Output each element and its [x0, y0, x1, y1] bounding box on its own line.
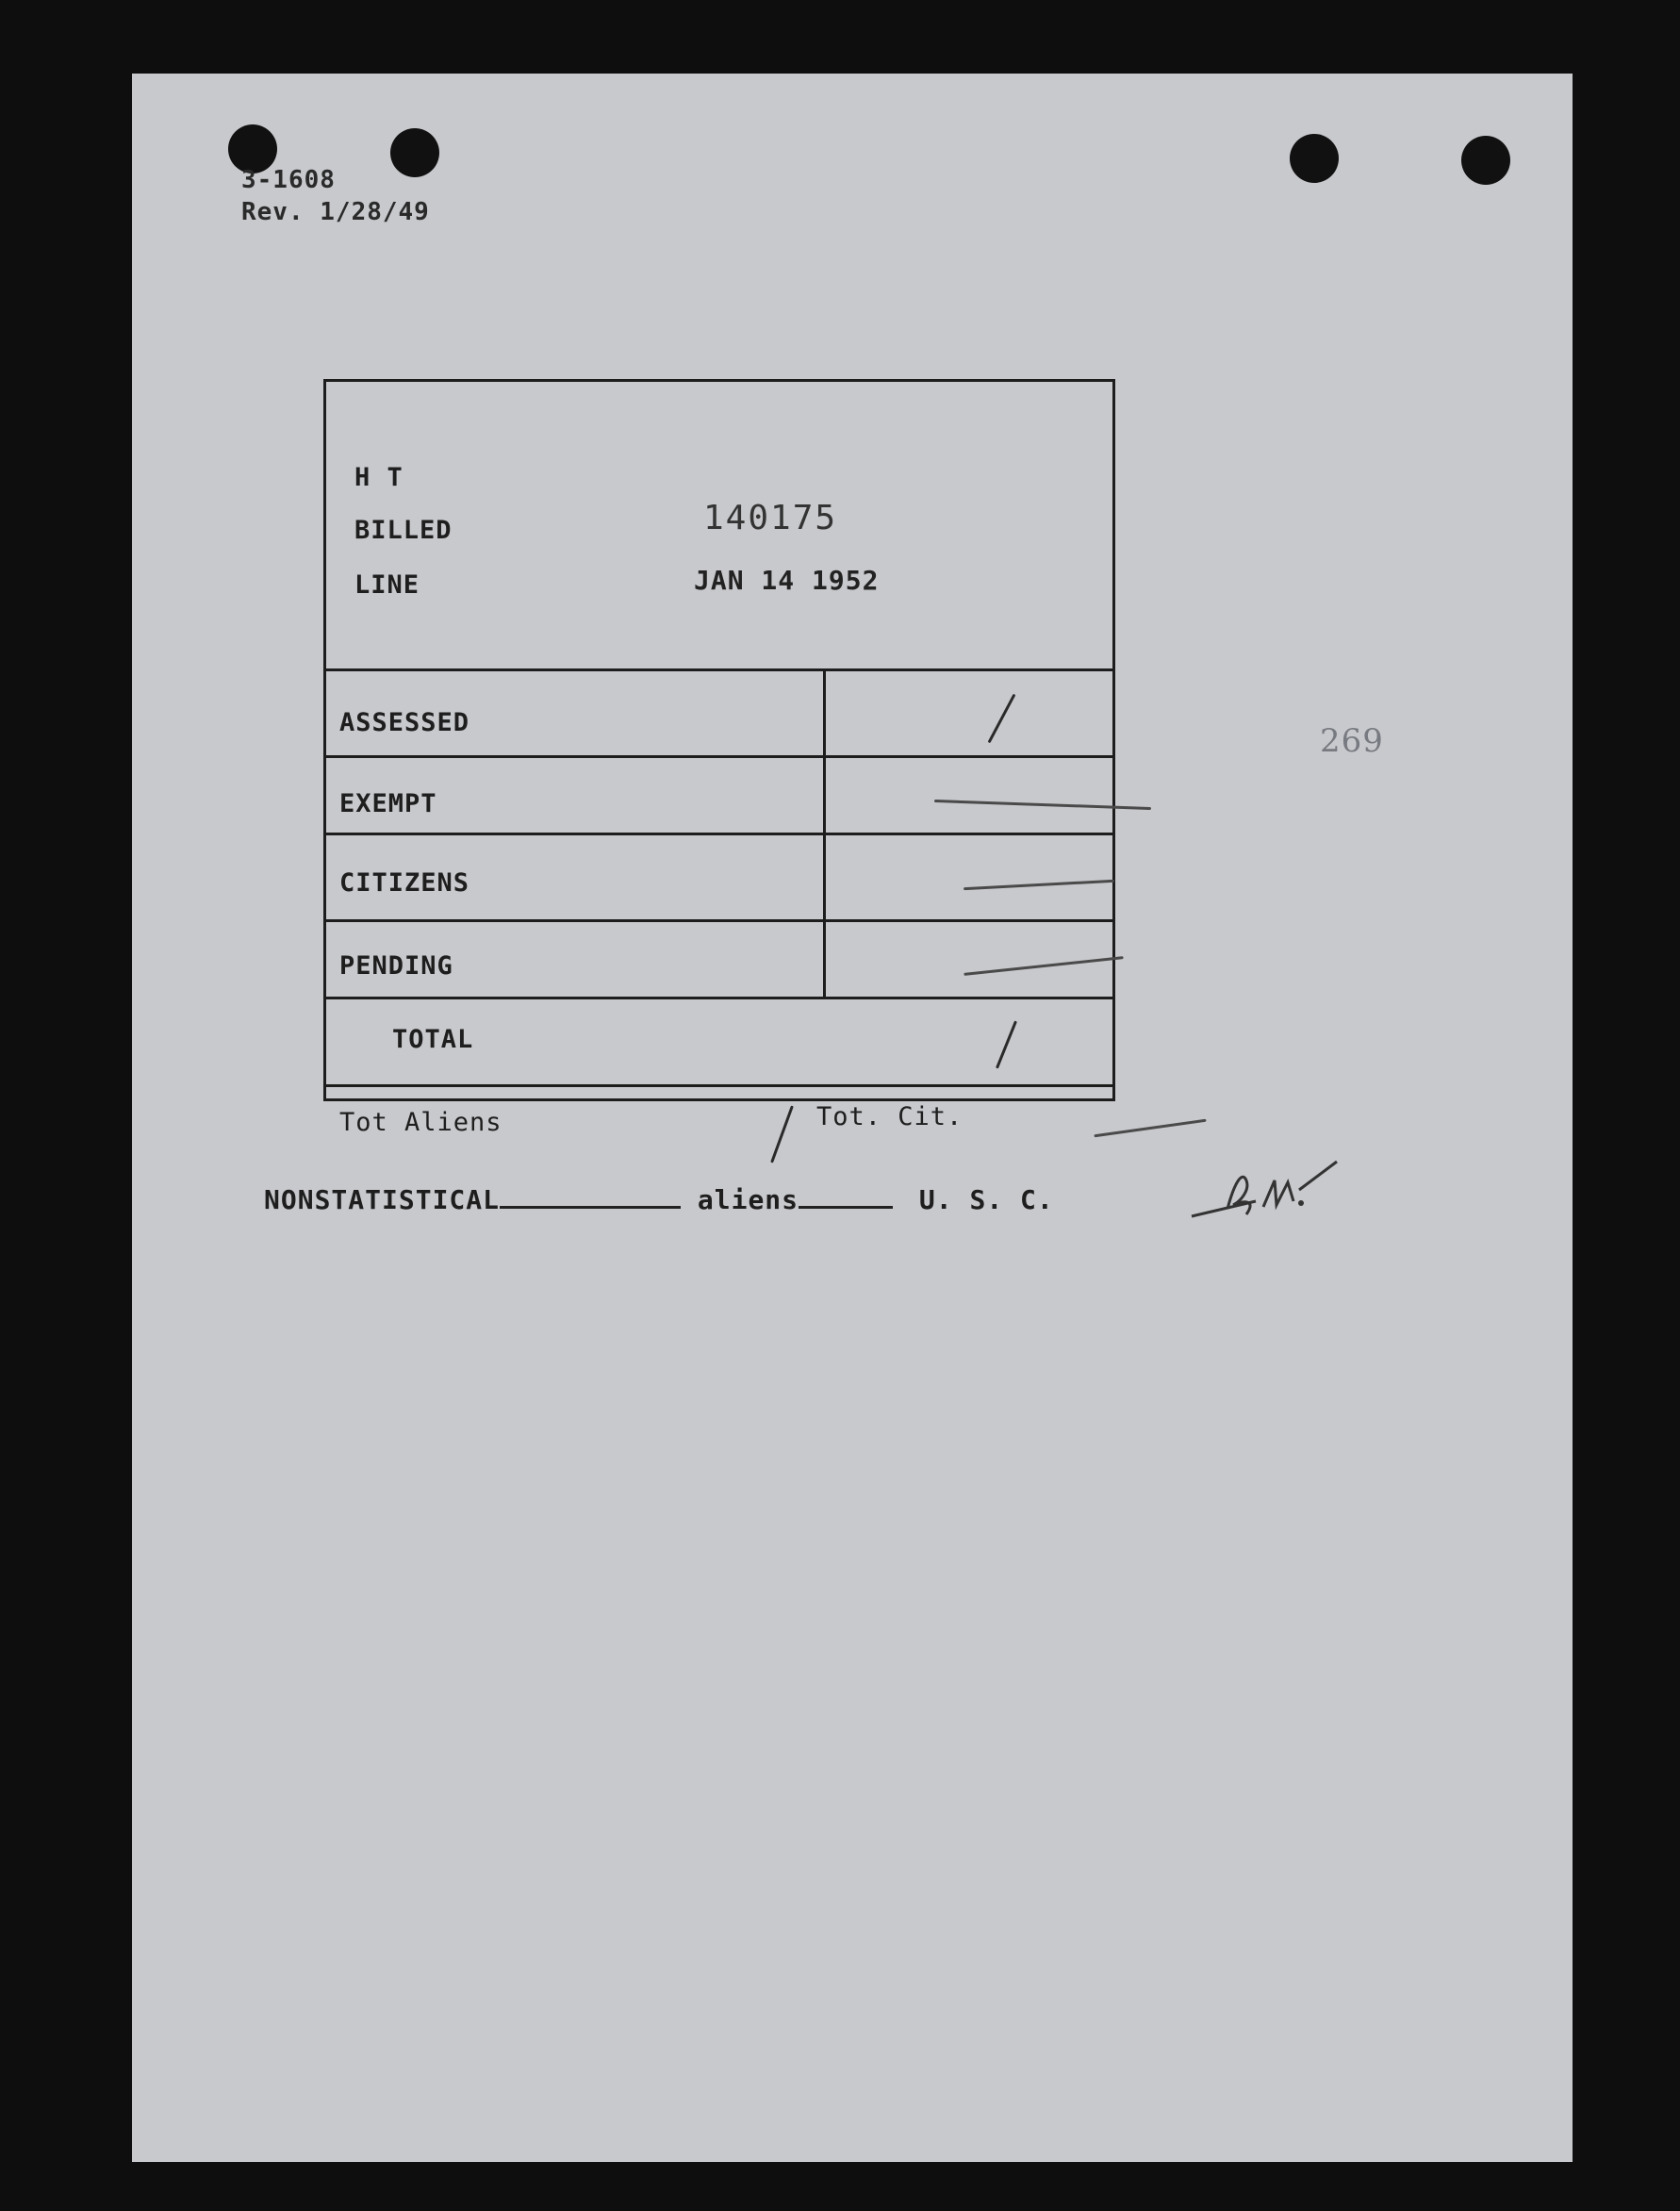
- handwritten-initials: [1190, 1152, 1350, 1228]
- form-identifier: [241, 164, 430, 228]
- form-revision: Rev. 1/28/49: [241, 198, 430, 226]
- divider: [323, 919, 1115, 922]
- total-tally-mark: [996, 1020, 1017, 1068]
- column-divider: [823, 668, 826, 997]
- form-code: 3-1608: [241, 166, 336, 194]
- divider: [323, 755, 1115, 758]
- divider: [323, 668, 1115, 671]
- divider: [323, 1084, 1115, 1087]
- exempt-label: EXEMPT: [339, 789, 437, 818]
- citizens-dash-mark: [964, 880, 1114, 890]
- aliens-label: aliens: [697, 1184, 799, 1215]
- billing-stamp: [323, 379, 1115, 1137]
- page-number: 269: [1320, 722, 1384, 760]
- nonstatistical-blank: [500, 1183, 681, 1209]
- aliens-blank: [799, 1183, 893, 1209]
- tot-cit-label: Tot. Cit.: [816, 1102, 964, 1131]
- assessed-tally-mark: [988, 694, 1016, 744]
- pending-dash-mark: [964, 956, 1123, 976]
- punch-hole: [1290, 134, 1339, 183]
- tot-aliens-label: Tot Aliens: [339, 1108, 502, 1137]
- stamp-date: JAN 14 1952: [694, 565, 880, 596]
- billed-label: BILLED: [354, 516, 453, 545]
- divider: [323, 997, 1115, 999]
- assessed-label: ASSESSED: [339, 708, 470, 737]
- citizens-label: CITIZENS: [339, 868, 470, 898]
- total-label: TOTAL: [392, 1025, 474, 1054]
- billed-number: 140175: [703, 499, 838, 537]
- punch-hole: [1461, 136, 1510, 185]
- nonstatistical-line: [264, 1183, 1054, 1215]
- stamp-header: H T: [354, 463, 404, 492]
- usc-label: U. S. C.: [918, 1184, 1054, 1215]
- divider: [323, 833, 1115, 835]
- line-label: LINE: [354, 570, 420, 600]
- nonstatistical-label: NONSTATISTICAL: [264, 1184, 501, 1215]
- pending-label: PENDING: [339, 951, 453, 981]
